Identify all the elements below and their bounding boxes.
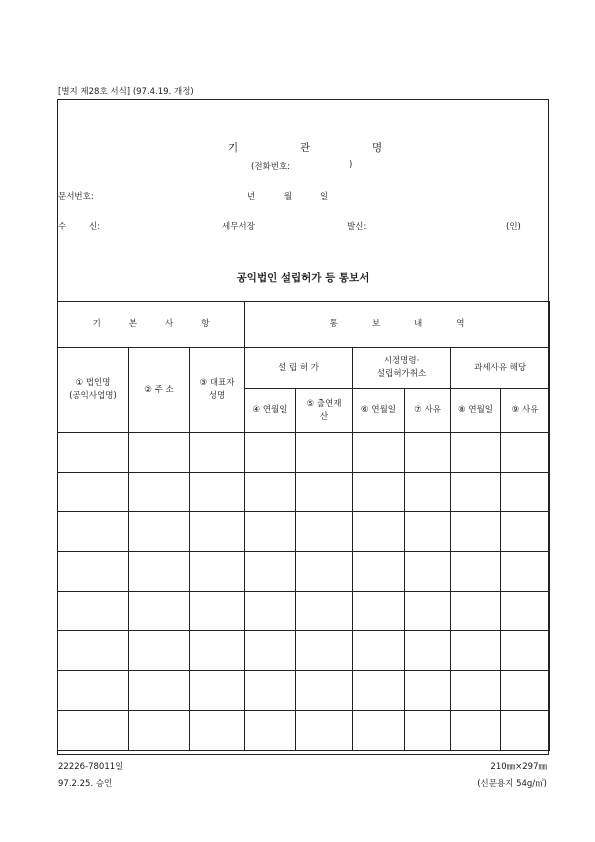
col-corporation-name: ① 법인명 (공익사업명): [58, 348, 129, 433]
table-cell[interactable]: [190, 631, 245, 671]
table-cell[interactable]: [58, 631, 129, 671]
phone-close-paren: ): [349, 160, 353, 170]
table-cell[interactable]: [501, 433, 550, 473]
table-cell[interactable]: [58, 512, 129, 552]
table-cell[interactable]: [405, 512, 451, 552]
table-cell[interactable]: [296, 512, 353, 552]
table-cell[interactable]: [405, 710, 451, 750]
recipient-label-char-1: 수: [58, 222, 67, 232]
table-cell[interactable]: [190, 472, 245, 512]
table-cell[interactable]: [296, 710, 353, 750]
table-cell[interactable]: [405, 591, 451, 631]
table-body: [58, 433, 550, 751]
document-title: 공익법인 설립허가 등 통보서: [236, 272, 370, 284]
table-cell[interactable]: [58, 433, 129, 473]
table-cell[interactable]: [405, 552, 451, 592]
table-cell[interactable]: [129, 591, 190, 631]
table-row: [58, 710, 550, 750]
table-cell[interactable]: [405, 433, 451, 473]
table-cell[interactable]: [451, 671, 501, 711]
table-cell[interactable]: [296, 631, 353, 671]
table-cell[interactable]: [451, 472, 501, 512]
group-correction-cancel: 시정명령· 설립허가취소: [353, 348, 451, 389]
table-cell[interactable]: [58, 472, 129, 512]
table-row: [58, 631, 550, 671]
sender-label: 발신:: [347, 222, 367, 232]
group-taxable-reason: 과세사유 해당: [451, 348, 550, 389]
col-tax-reason: ⑨ 사유: [501, 389, 550, 433]
table-cell[interactable]: [451, 512, 501, 552]
table-cell[interactable]: [245, 552, 296, 592]
table-cell[interactable]: [245, 591, 296, 631]
table-cell[interactable]: [451, 710, 501, 750]
table-cell[interactable]: [296, 433, 353, 473]
table-cell[interactable]: [129, 671, 190, 711]
table-cell[interactable]: [353, 671, 405, 711]
table-cell[interactable]: [501, 472, 550, 512]
table-cell[interactable]: [58, 552, 129, 592]
date-day-label: 일: [320, 192, 329, 202]
basic-info-header: 기 본 사 항: [58, 302, 245, 348]
table-cell[interactable]: [245, 512, 296, 552]
table-cell[interactable]: [353, 591, 405, 631]
org-name-char-2: 관: [300, 142, 311, 154]
table-cell[interactable]: [129, 710, 190, 750]
table-cell[interactable]: [353, 710, 405, 750]
table-cell[interactable]: [451, 552, 501, 592]
table-cell[interactable]: [501, 552, 550, 592]
table-cell[interactable]: [451, 433, 501, 473]
date-year-label: 년: [247, 192, 256, 202]
table-cell[interactable]: [353, 552, 405, 592]
col-tax-date: ⑧ 연월일: [451, 389, 501, 433]
table-cell[interactable]: [58, 671, 129, 711]
table-cell[interactable]: [296, 591, 353, 631]
table-cell[interactable]: [58, 710, 129, 750]
table-cell[interactable]: [451, 631, 501, 671]
col-representative: ③ 대표자 성명: [190, 348, 245, 433]
recipient-label-char-2: 신:: [89, 222, 101, 232]
table-cell[interactable]: [353, 472, 405, 512]
table-cell[interactable]: [353, 631, 405, 671]
group-establishment-permit: 설 립 허 가: [245, 348, 353, 389]
recipient-org: 세무서장: [222, 222, 255, 232]
table-cell[interactable]: [190, 671, 245, 711]
table-cell[interactable]: [190, 433, 245, 473]
table-cell[interactable]: [501, 591, 550, 631]
table-row: [58, 552, 550, 592]
org-name-char-1: 기: [228, 142, 239, 154]
table-cell[interactable]: [190, 512, 245, 552]
table-cell[interactable]: [405, 631, 451, 671]
table-cell[interactable]: [245, 710, 296, 750]
seal-mark: (인): [506, 222, 521, 232]
col-address: ② 주 소: [129, 348, 190, 433]
table-cell[interactable]: [129, 472, 190, 512]
table-cell[interactable]: [129, 552, 190, 592]
table-row: [58, 472, 550, 512]
table-cell[interactable]: [405, 472, 451, 512]
notice-table: [57, 301, 550, 751]
table-row: [58, 591, 550, 631]
table-cell[interactable]: [190, 591, 245, 631]
table-cell[interactable]: [245, 671, 296, 711]
date-month-label: 월: [284, 192, 293, 202]
table-cell[interactable]: [245, 433, 296, 473]
table-cell[interactable]: [129, 433, 190, 473]
table-cell[interactable]: [296, 472, 353, 512]
col-contributed-property: ⑤ 출연재 산: [296, 389, 353, 433]
table-cell[interactable]: [245, 631, 296, 671]
col-cancel-reason: ⑦ 사유: [405, 389, 451, 433]
table-cell[interactable]: [501, 671, 550, 711]
table-cell[interactable]: [296, 552, 353, 592]
table-cell[interactable]: [353, 433, 405, 473]
table-cell[interactable]: [501, 512, 550, 552]
table-cell[interactable]: [451, 591, 501, 631]
paper-spec: (신문용지 54g/㎡): [477, 779, 547, 789]
document-number-label: 문서번호:: [58, 192, 94, 202]
table-cell[interactable]: [501, 631, 550, 671]
org-name-char-3: 명: [372, 142, 383, 154]
notice-details-header: 통 보 내 역: [245, 302, 550, 348]
table-cell[interactable]: [190, 710, 245, 750]
approval-date: 97.2.25. 승인: [58, 779, 113, 789]
col-cancel-date: ⑥ 연월일: [353, 389, 405, 433]
table-cell[interactable]: [296, 671, 353, 711]
table-row: [58, 671, 550, 711]
table-cell[interactable]: [129, 512, 190, 552]
table-cell[interactable]: [58, 591, 129, 631]
form-code: 22226-78011일: [58, 762, 124, 772]
table-cell[interactable]: [405, 671, 451, 711]
paper-size: 210㎜×297㎜: [490, 762, 547, 772]
table-cell[interactable]: [190, 552, 245, 592]
form-number-label: [별지 제28호 서식] (97.4.19. 개정): [58, 87, 194, 97]
table-cell[interactable]: [245, 472, 296, 512]
table-row: [58, 433, 550, 473]
table-cell[interactable]: [129, 631, 190, 671]
phone-label: (전화번호:: [251, 162, 291, 172]
table-cell[interactable]: [353, 512, 405, 552]
col-permit-date: ④ 연월일: [245, 389, 296, 433]
table-row: [58, 512, 550, 552]
table-cell[interactable]: [501, 710, 550, 750]
